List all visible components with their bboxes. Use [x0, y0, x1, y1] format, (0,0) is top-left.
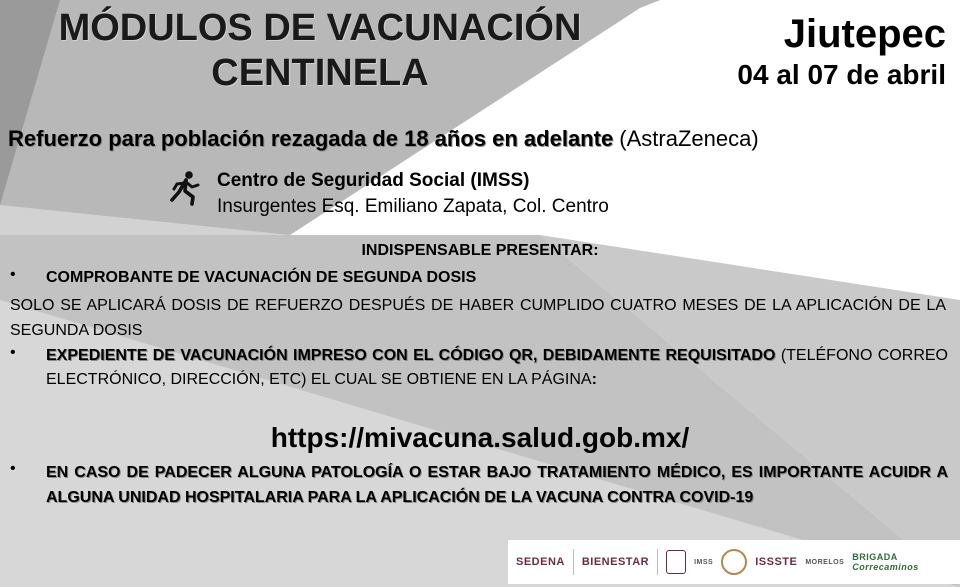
bullet-2: • — [10, 344, 16, 361]
place-and-dates — [737, 10, 946, 92]
vaccination-site — [217, 168, 609, 220]
requirements-heading: INDISPENSABLE PRESENTAR: — [361, 242, 599, 259]
brigada-label: BRIGADA — [852, 552, 898, 562]
booster-note: SOLO SE APLICARÁ DOSIS DE REFUERZO DESPUÉS DE HABER CUMPLIDO CUATRO MESES DE LA APLICACIÓN DE LA SEGUNDA DOSIS — [10, 297, 946, 339]
requirement-item-2-rest: (TELÉFONO CORREO ELECTRÓNICO, DIRECCIÓN, ETC) EL CUAL SE OBTIENE EN LA PÁGINA — [46, 347, 949, 388]
imss-emblem-icon — [666, 550, 686, 574]
city-name: Jiutepec — [783, 12, 946, 56]
site-name: Centro de Seguridad Social (IMSS) — [217, 170, 530, 191]
vaccine-brand: (AstraZeneca) — [613, 126, 759, 151]
brigada-correcaminos-logo — [852, 552, 919, 572]
requirement-item-1: COMPROBANTE DE VACUNACIÓN DE SEGUNDA DOSIS — [46, 269, 477, 286]
registration-url[interactable]: https://mivacuna.salud.gob.mx/ — [270, 422, 690, 453]
morelos-logo: MORELOS — [805, 558, 845, 566]
title-line-1: MÓDULOS DE VACUNACIÓN — [58, 7, 582, 49]
booster-population: Refuerzo para población rezagada de 18 años en adelante — [8, 126, 614, 151]
requirement-item-2 — [46, 344, 948, 392]
requirement-item-3: EN CASO DE PADECER ALGUNA PATOLOGÍA O ESTAR BAJO TRATAMIENTO MÉDICO, ES IMPORTANTE ACUIDR A ALGUNA UNIDAD HOSPITALARIA PARA LA APLICACIÓN DE LA VACUNA CONTRA COVID-19 — [46, 464, 948, 506]
booster-subtitle — [8, 126, 759, 152]
bullet-3: • — [10, 460, 16, 477]
imss-logo: IMSS — [694, 558, 714, 566]
bienestar-logo: BIENESTAR — [581, 556, 650, 568]
divider — [573, 549, 574, 575]
institution-logos-strip — [508, 540, 960, 584]
title-line-2: CENTINELA — [211, 52, 429, 94]
date-range: 04 al 07 de abril — [737, 59, 946, 90]
bullet-1: • — [10, 266, 16, 283]
correcaminos-label: Correcaminos — [852, 562, 919, 572]
sedena-logo: SEDENA — [516, 556, 565, 568]
requirement-item-2-bold: EXPEDIENTE DE VACUNACIÓN IMPRESO CON EL CÓDIGO QR, DEBIDAMENTE REQUISITADO — [46, 347, 776, 364]
site-address: Insurgentes Esq. Emiliano Zapata, Col. Centro — [217, 196, 609, 217]
running-person-icon — [168, 170, 202, 206]
issste-logo: ISSSTE — [755, 556, 798, 568]
requirement-item-2-colon: : — [591, 371, 597, 388]
divider — [657, 549, 658, 575]
page-title — [10, 6, 630, 96]
issste-emblem-icon — [721, 549, 747, 575]
